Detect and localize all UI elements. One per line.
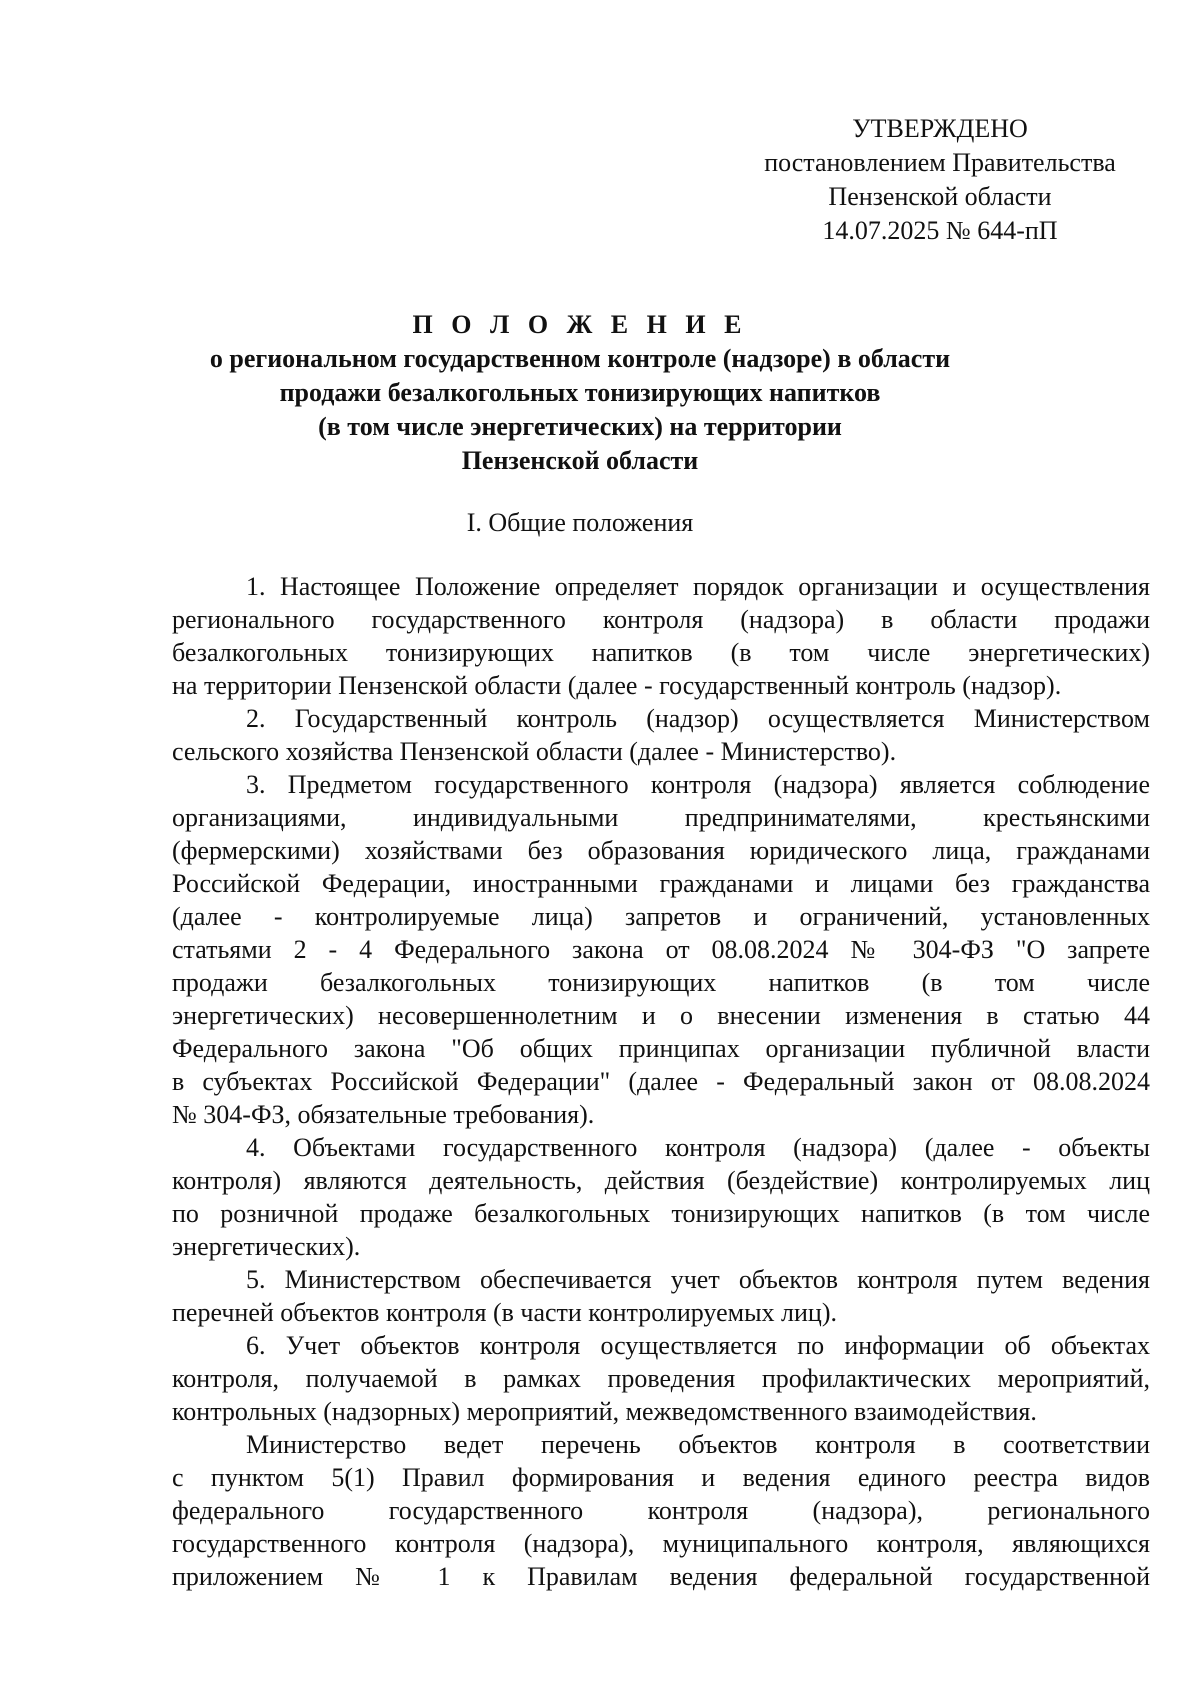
text-line: № 304-ФЗ, обязательные требования). [172, 1100, 595, 1129]
text-line: 1. Настоящее Положение определяет порядок организации и осуществления [246, 572, 1150, 601]
paragraph-5 [172, 1263, 1150, 1329]
text-line: контрольных (надзорных) мероприятий, межведомственного взаимодействия. [172, 1397, 1037, 1426]
text-line: 2. Государственный контроль (надзор) осуществляется Министерством [246, 704, 1150, 733]
approval-title: УТВЕРЖДЕНО [852, 114, 1028, 143]
paragraph-3 [172, 768, 1150, 1131]
text-line: федерального государственного контроля (надзора), регионального [172, 1496, 1150, 1525]
text-line: приложением № 1 к Правилам ведения федеральной государственной [172, 1562, 1150, 1591]
text-line: регионального государственного контроля (надзора) в области продажи [172, 605, 1150, 634]
text-line: 4. Объектами государственного контроля (надзора) (далее - объекты [246, 1133, 1150, 1162]
approval-line: Пензенской области [828, 182, 1052, 211]
document-title [170, 308, 990, 478]
title-main: П О Л О Ж Е Н И Е [412, 310, 748, 339]
text-line: (фермерскими) хозяйствами без образования юридического лица, гражданами [172, 836, 1150, 865]
text-line: (далее - контролируемые лица) запретов и ограничений, установленных [172, 902, 1150, 931]
text-line: Российской Федерации, иностранными гражданами и лицами без гражданства [172, 869, 1150, 898]
text-line: в субъектах Российской Федерации" (далее - Федеральный закон от 08.08.2024 [172, 1067, 1150, 1096]
text-line: Федерального закона "Об общих принципах организации публичной власти [172, 1034, 1150, 1063]
title-line: (в том числе энергетических) на территории [318, 412, 842, 441]
text-line: продажи безалкогольных тонизирующих напитков (в том числе [172, 968, 1150, 997]
text-line: перечней объектов контроля (в части контролируемых лиц). [172, 1298, 837, 1327]
text-line: контроля) являются деятельность, действия (бездействие) контролируемых лиц [172, 1166, 1150, 1195]
paragraph-6 [172, 1329, 1150, 1428]
document-body [172, 570, 1150, 1593]
text-line: контроля, получаемой в рамках проведения профилактических мероприятий, [172, 1364, 1150, 1393]
title-line: Пензенской области [461, 446, 699, 475]
approval-line: постановлением Правительства [764, 148, 1116, 177]
text-line: 3. Предметом государственного контроля (надзора) является соблюдение [246, 770, 1150, 799]
paragraph-1 [172, 570, 1150, 702]
text-line: организациями, индивидуальными предпринимателями, крестьянскими [172, 803, 1150, 832]
paragraph-7 [172, 1428, 1150, 1593]
paragraph-2 [172, 702, 1150, 768]
text-line: 5. Министерством обеспечивается учет объектов контроля путем ведения [246, 1265, 1150, 1294]
text-line: Министерство ведет перечень объектов контроля в соответствии [246, 1430, 1150, 1459]
approval-stamp [740, 112, 1140, 248]
text-line: с пунктом 5(1) Правил формирования и ведения единого реестра видов [172, 1463, 1150, 1492]
text-line: статьями 2 - 4 Федерального закона от 08.08.2024 № 304-ФЗ "О запрете [172, 935, 1150, 964]
section-heading: I. Общие положения [466, 508, 694, 537]
paragraph-4 [172, 1131, 1150, 1263]
text-line: по розничной продаже безалкогольных тонизирующих напитков (в том числе [172, 1199, 1150, 1228]
title-line: продажи безалкогольных тонизирующих напитков [279, 378, 881, 407]
text-line: энергетических). [172, 1232, 361, 1261]
text-line: энергетических) несовершеннолетним и о внесении изменения в статью 44 [172, 1001, 1150, 1030]
text-line: сельского хозяйства Пензенской области (далее - Министерство). [172, 737, 897, 766]
text-line: 6. Учет объектов контроля осуществляется по информации об объектах [246, 1331, 1150, 1360]
text-line: государственного контроля (надзора), муниципального контроля, являющихся [172, 1529, 1150, 1558]
title-line: о региональном государственном контроле (надзоре) в области [209, 344, 951, 373]
approval-date-number: 14.07.2025 № 644-пП [822, 216, 1058, 245]
text-line: безалкогольных тонизирующих напитков (в том числе энергетических) [172, 638, 1150, 667]
text-line: на территории Пензенской области (далее - государственный контроль (надзор). [172, 671, 1062, 700]
